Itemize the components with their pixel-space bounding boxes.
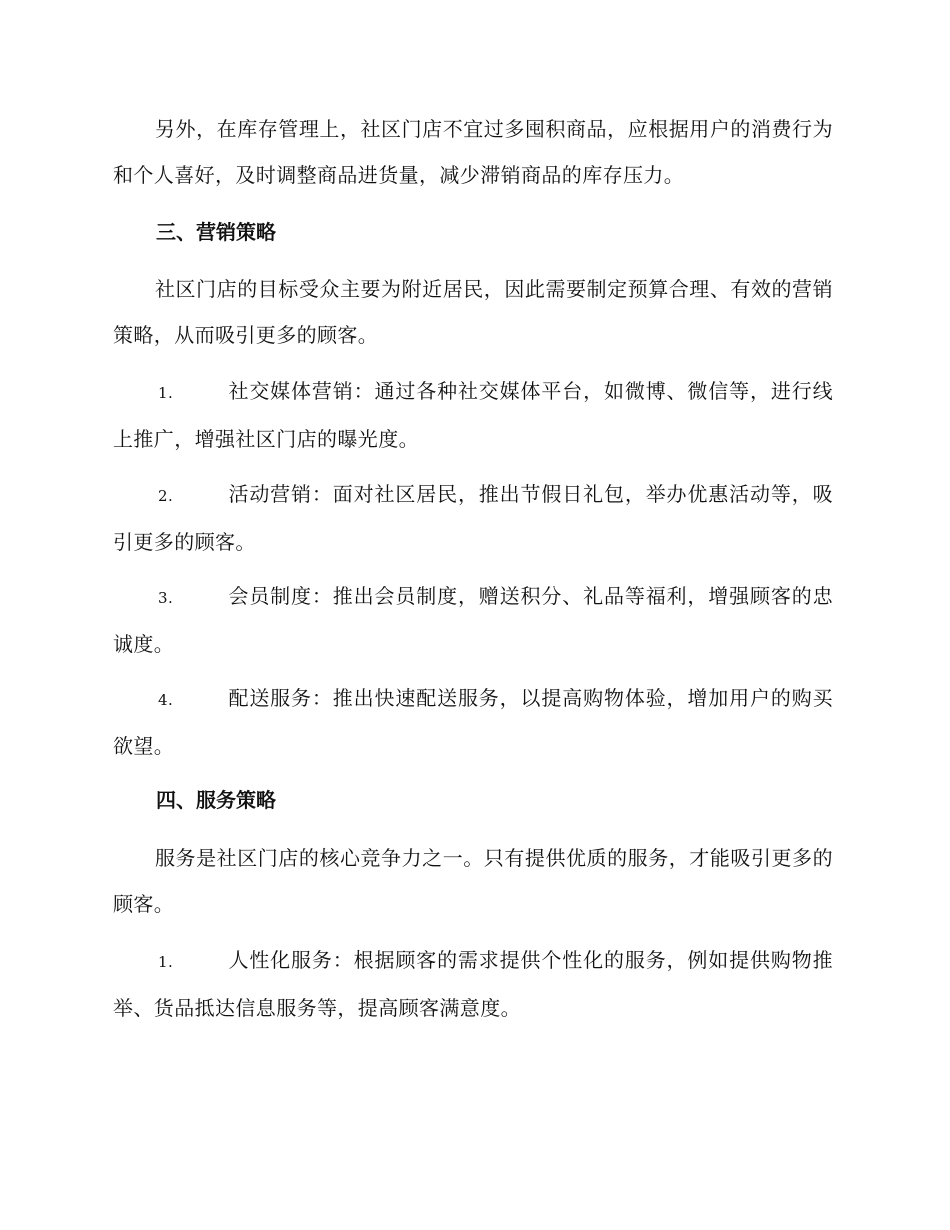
list-item-number: 3. [158, 589, 174, 607]
list-item-text: 配送服务：推出快速配送服务，以提高购物体验，增加用户的购买欲望。 [113, 686, 833, 758]
list-item [113, 573, 833, 667]
list-item [113, 471, 833, 565]
list-item-text: 社交媒体营销：通过各种社交媒体平台，如微博、微信等，进行线上推广，增强社区门店的曝光度。 [113, 379, 833, 451]
list-item [113, 937, 833, 1031]
paragraph-inventory: 另外，在库存管理上，社区门店不宜过多囤积商品，应根据用户的消费行为和个人喜好，及时调整商品进货量，减少滞销商品的库存压力。 [113, 117, 833, 187]
heading-service: 四、服务策略 [156, 788, 276, 812]
list-item-number: 2. [158, 487, 174, 505]
list-item-text: 会员制度：推出会员制度，赠送积分、礼品等福利，增强顾客的忠诚度。 [113, 584, 833, 656]
heading-marketing: 三、营销策略 [156, 220, 276, 244]
paragraph-service-intro: 服务是社区门店的核心竞争力之一。只有提供优质的服务，才能吸引更多的顾客。 [113, 846, 833, 916]
list-item-number: 1. [158, 953, 174, 971]
list-item-text: 活动营销：面对社区居民，推出节假日礼包，举办优惠活动等，吸引更多的顾客。 [113, 482, 833, 554]
list-item-text: 人性化服务：根据顾客的需求提供个性化的服务，例如提供购物推举、货品抵达信息服务等，提高顾客满意度。 [113, 948, 833, 1020]
list-item-number: 4. [158, 691, 174, 709]
list-item [113, 368, 833, 462]
paragraph-marketing-intro: 社区门店的目标受众主要为附近居民，因此需要制定预算合理、有效的营销策略，从而吸引更多的顾客。 [113, 277, 833, 347]
list-item-number: 1. [158, 384, 174, 402]
list-item [113, 675, 833, 769]
